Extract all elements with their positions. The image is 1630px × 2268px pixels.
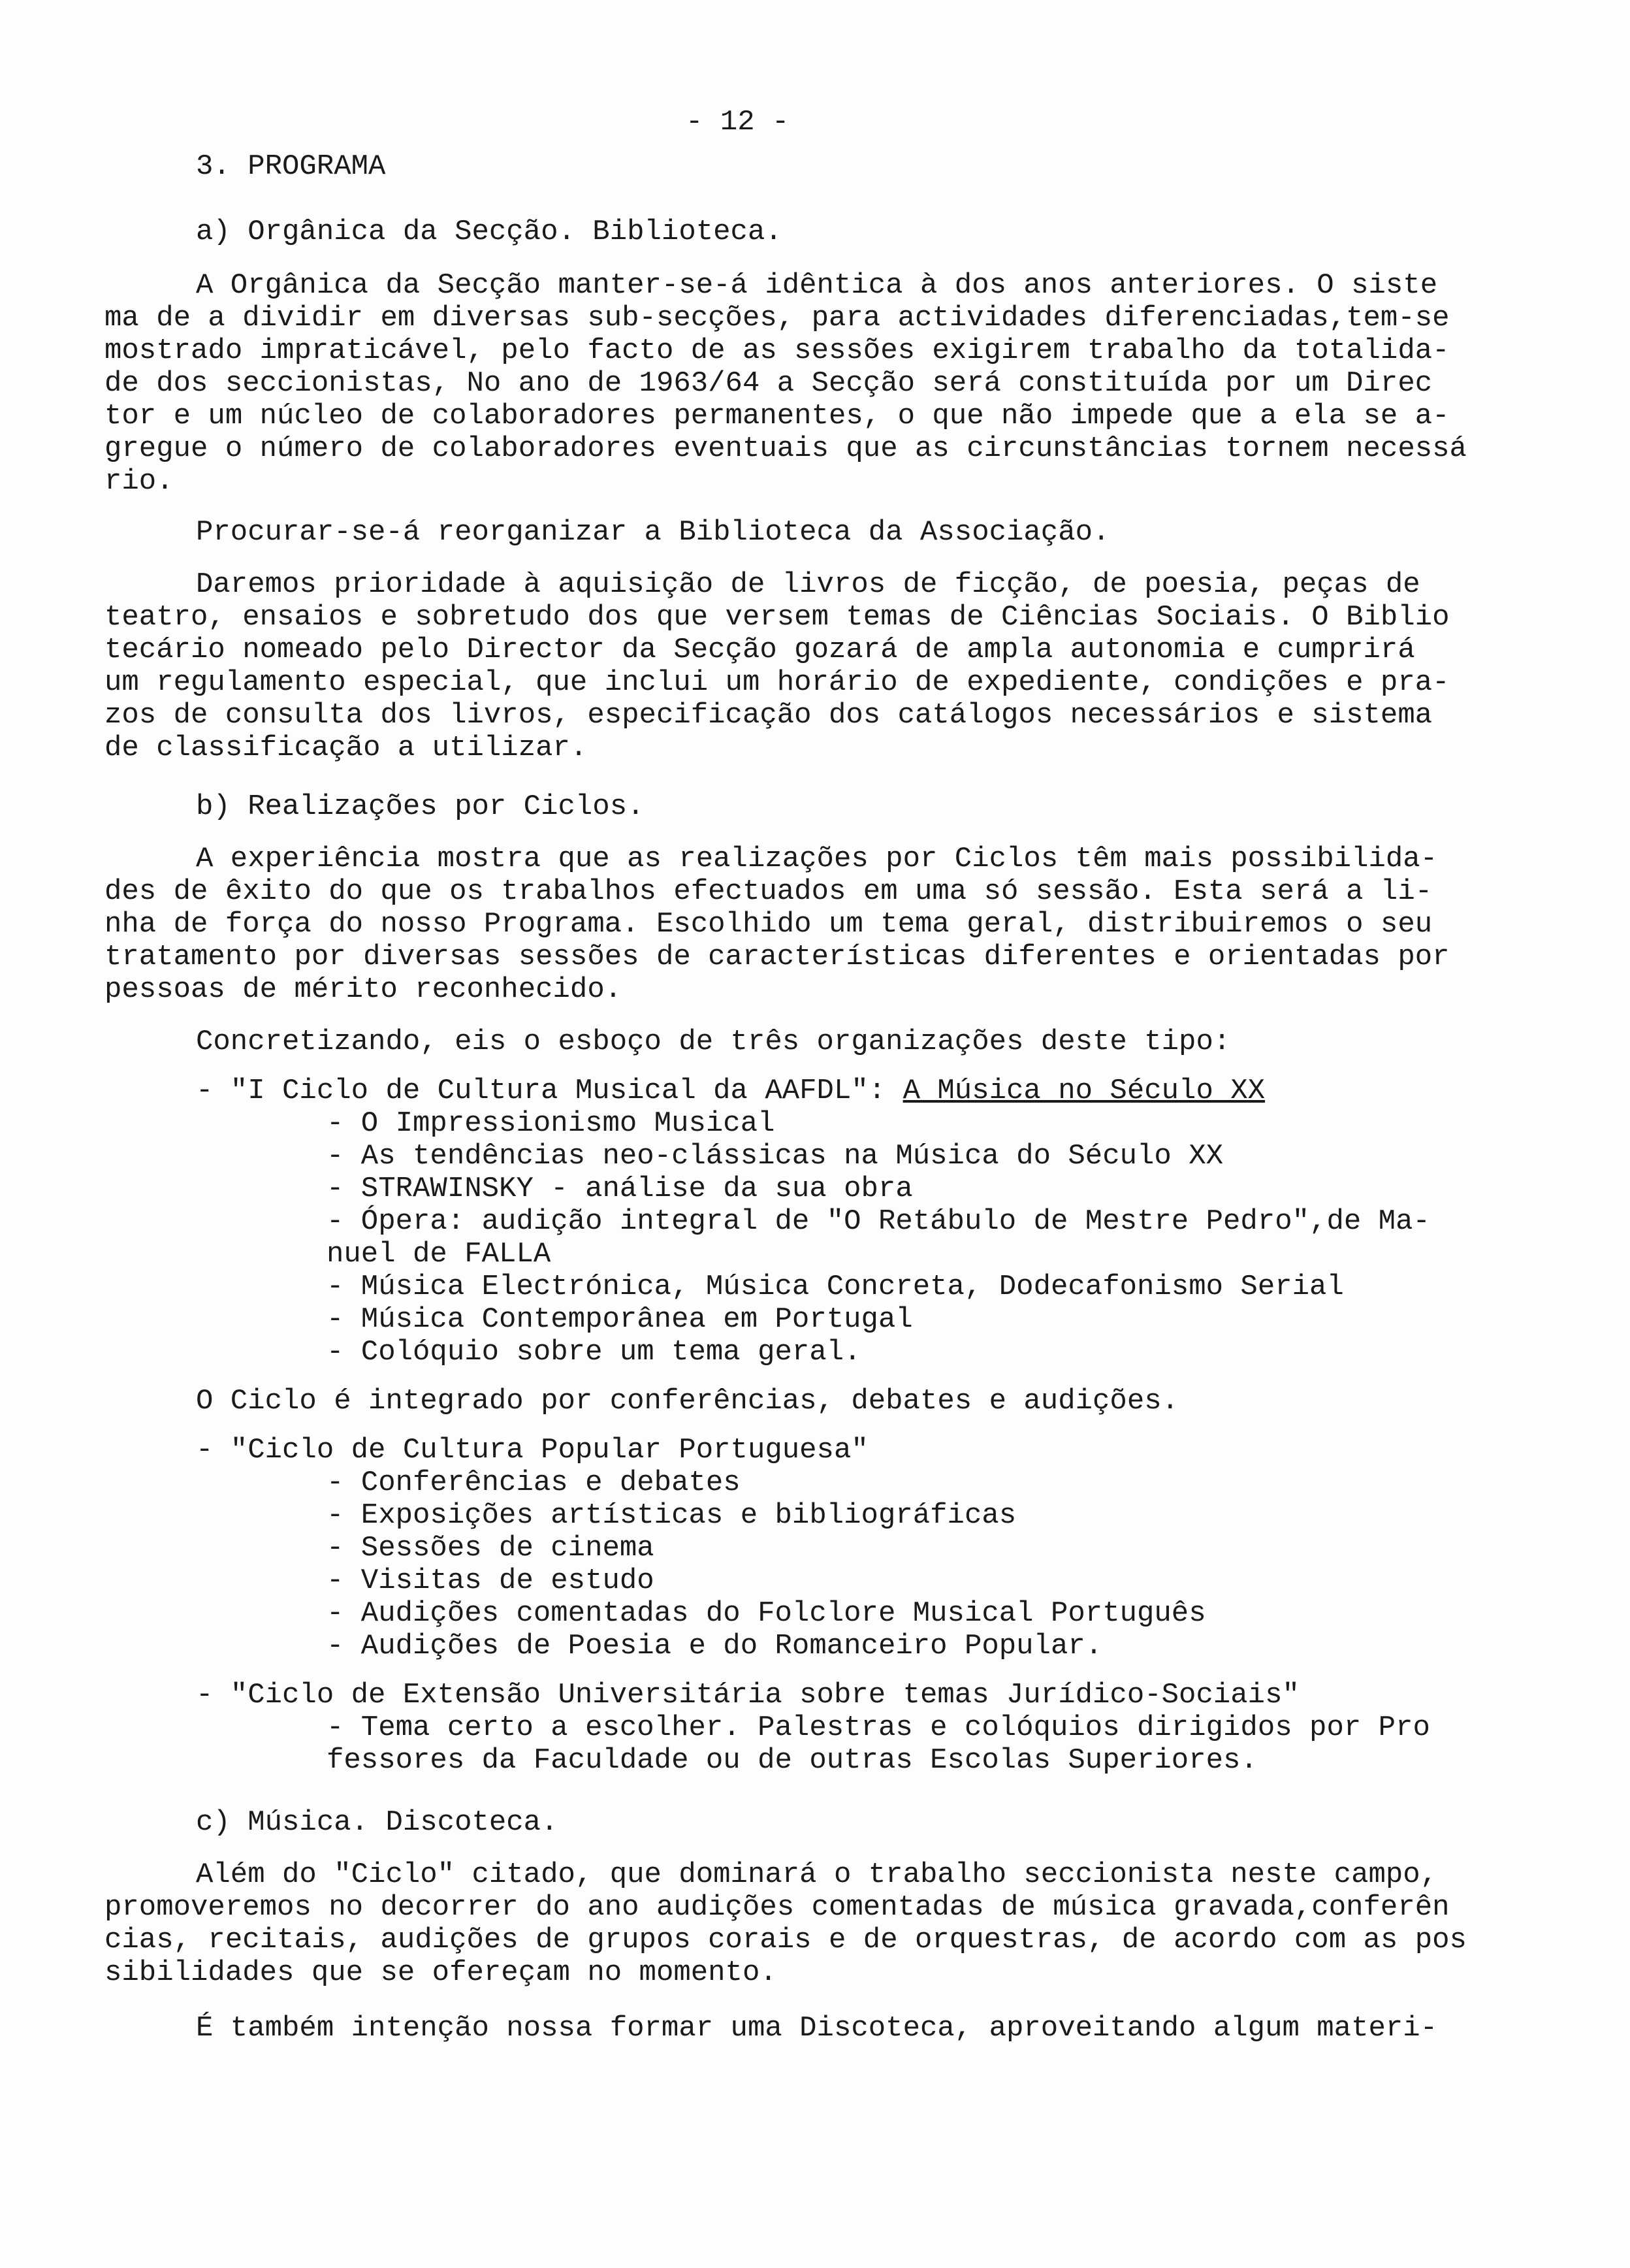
para-a3-line: tecário nomeado pelo Director da Secção gozará de ampla autonomia e cumprirá	[104, 634, 1415, 666]
cycle2-item: - Conferências e debates	[327, 1466, 741, 1499]
para-a1-line: tor e um núcleo de colaboradores permanentes, o que não impede que a ela se a-	[104, 400, 1450, 432]
cycle1-title-prefix: - "I Ciclo de Cultura Musical da AAFDL":	[196, 1075, 903, 1107]
cycle3-item: - Tema certo a escolher. Palestras e colóquios dirigidos por Pro	[327, 1711, 1430, 1744]
para-a1-line: de dos seccionistas, No ano de 1963/64 a Secção será constituída por um Direc	[104, 367, 1433, 400]
para-a1-line: A Orgânica da Secção manter-se-á idêntica à dos anos anteriores. O siste	[196, 269, 1438, 302]
subsection-b-title: b) Realizações por Ciclos.	[196, 790, 645, 823]
subsection-a-title: a) Orgânica da Secção. Biblioteca.	[196, 216, 782, 248]
para-a3-line: Daremos prioridade à aquisição de livros de ficção, de poesia, peças de	[196, 568, 1420, 601]
para-a1-line: mostrado impraticável, pelo facto de as sessões exigirem trabalho da totalida-	[104, 334, 1450, 367]
para-b1-line: A experiência mostra que as realizações por Ciclos têm mais possibilida-	[196, 843, 1438, 875]
para-c1-line: sibilidades que se ofereçam no momento.	[104, 1956, 777, 1989]
para-a1-line: gregue o número de colaboradores eventuais que as circunstâncias tornem necessá	[104, 432, 1467, 465]
cycle1-title	[196, 1075, 1265, 1107]
cycle2-item: - Visitas de estudo	[327, 1564, 654, 1597]
para-a3-line: teatro, ensaios e sobretudo dos que versem temas de Ciências Sociais. O Biblio	[104, 601, 1450, 634]
cycle2-item: - Sessões de cinema	[327, 1532, 654, 1564]
para-a3-line: de classificação a utilizar.	[104, 732, 588, 764]
para-b1-line: pessoas de mérito reconhecido.	[104, 973, 622, 1006]
cycle1-item: - STRAWINSKY - análise da sua obra	[327, 1173, 913, 1205]
para-a1-line: ma de a dividir em diversas sub-secções, para actividades diferenciadas,tem-se	[104, 302, 1450, 334]
cycle1-item: - Música Electrónica, Música Concreta, Dodecafonismo Serial	[327, 1271, 1344, 1303]
para-c2: É também intenção nossa formar uma Discoteca, aproveitando algum materi-	[196, 2012, 1438, 2045]
para-a3-line: um regulamento especial, que inclui um horário de expediente, condições e pra-	[104, 666, 1450, 699]
cycle3-item: fessores da Faculdade ou de outras Escolas Superiores.	[327, 1744, 1258, 1777]
cycle2-item: - Exposições artísticas e bibliográficas	[327, 1499, 1017, 1532]
para-c1-line: cias, recitais, audições de grupos corais e de orquestras, de acordo com as pos	[104, 1924, 1467, 1956]
para-a1-line: rio.	[104, 465, 174, 498]
cycle2-title: - "Ciclo de Cultura Popular Portuguesa"	[196, 1434, 869, 1466]
cycle1-item: - Ópera: audição integral de "O Retábulo de Mestre Pedro",de Ma-	[327, 1205, 1430, 1238]
cycle1-item: - O Impressionismo Musical	[327, 1107, 775, 1140]
para-c1-line: promoveremos no decorrer do ano audições comentadas de música gravada,conferên	[104, 1891, 1450, 1924]
para-b1-line: des de êxito do que os trabalhos efectuados em uma só sessão. Esta será a li-	[104, 875, 1433, 908]
para-a2: Procurar-se-á reorganizar a Biblioteca da Associação.	[196, 516, 1110, 549]
cycle1-item: - Colóquio sobre um tema geral.	[327, 1336, 861, 1369]
para-b2: Concretizando, eis o esboço de três organizações deste tipo:	[196, 1026, 1231, 1058]
cycle3-title: - "Ciclo de Extensão Universitária sobre temas Jurídico-Sociais"	[196, 1679, 1300, 1711]
cycle1-item: - Música Contemporânea em Portugal	[327, 1303, 913, 1336]
cycle1-note: O Ciclo é integrado por conferências, debates e audições.	[196, 1385, 1179, 1418]
para-a3-line: zos de consulta dos livros, especificação dos catálogos necessários e sistema	[104, 699, 1433, 732]
page-number: - 12 -	[686, 106, 790, 138]
cycle1-title-underlined: A Música no Século XX	[903, 1075, 1266, 1107]
cycle2-item: - Audições de Poesia e do Romanceiro Popular.	[327, 1630, 1103, 1662]
cycle1-item: nuel de FALLA	[327, 1238, 551, 1271]
subsection-c-title: c) Música. Discoteca.	[196, 1806, 558, 1839]
cycle2-item: - Audições comentadas do Folclore Musical Português	[327, 1597, 1206, 1630]
para-b1-line: nha de força do nosso Programa. Escolhido um tema geral, distribuiremos o seu	[104, 908, 1433, 941]
para-b1-line: tratamento por diversas sessões de características diferentes e orientadas por	[104, 941, 1450, 973]
cycle1-item: - As tendências neo-clássicas na Música do Século XX	[327, 1140, 1224, 1173]
section-title: 3. PROGRAMA	[196, 150, 386, 183]
para-c1-line: Além do "Ciclo" citado, que dominará o trabalho seccionista neste campo,	[196, 1858, 1438, 1891]
